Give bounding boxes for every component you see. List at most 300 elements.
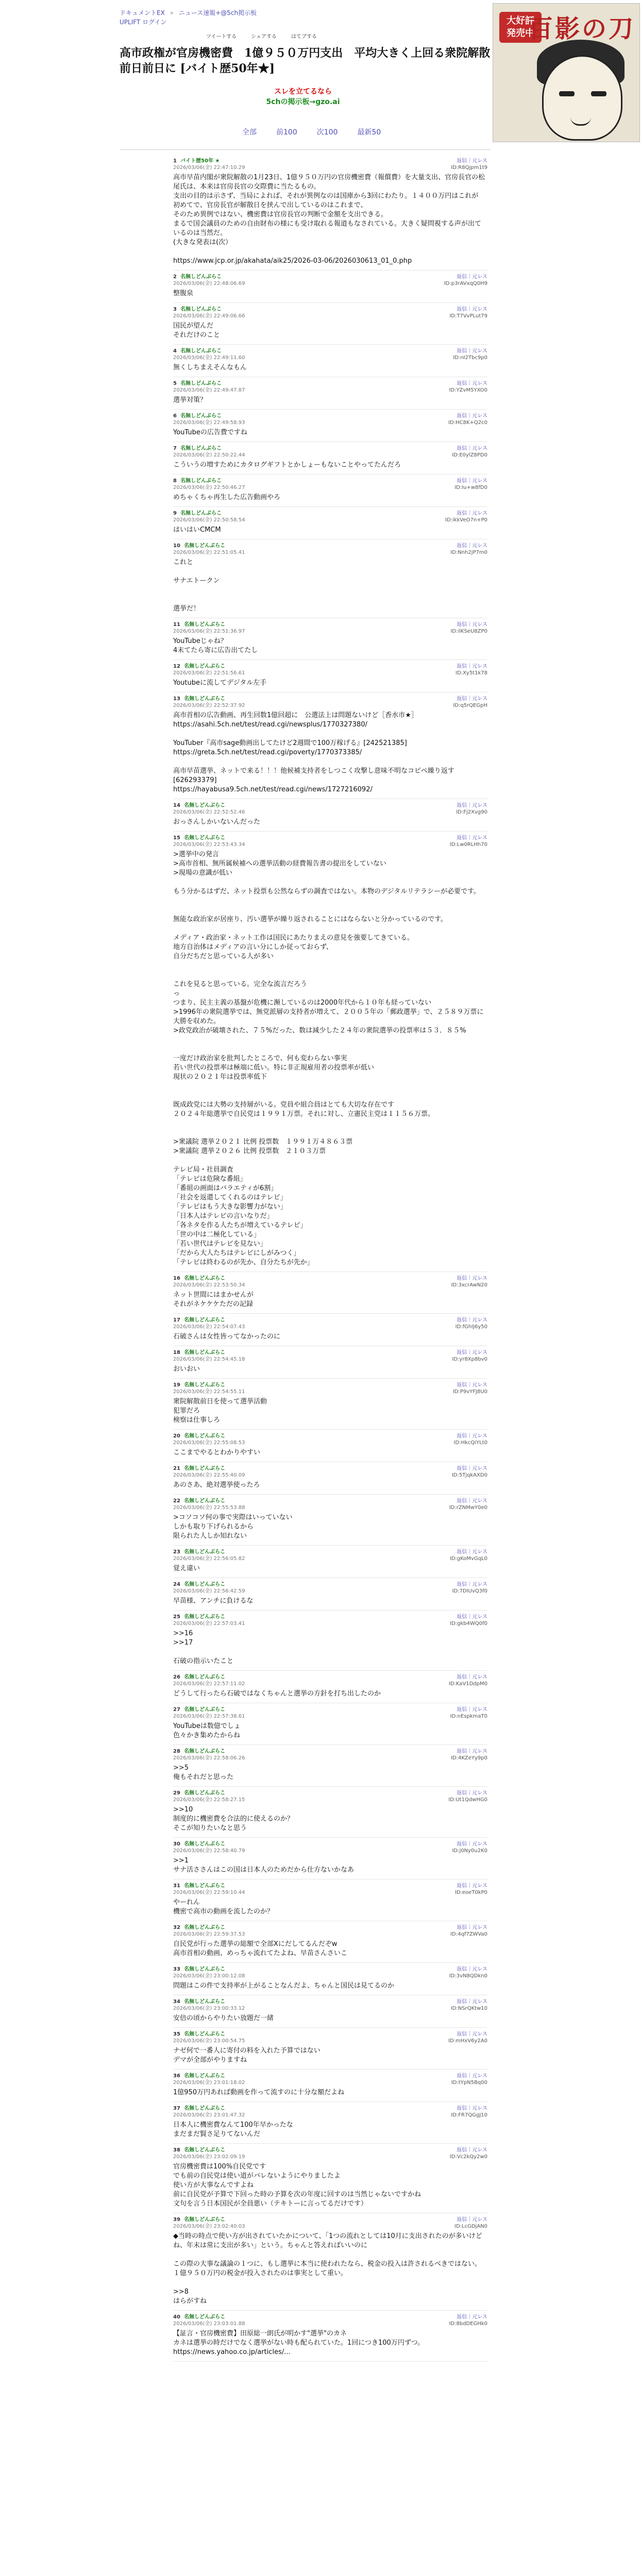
post-actions: [449, 2314, 487, 2327]
post-id[interactable]: ID:R8Qjpm1t9: [451, 165, 487, 171]
reply-button[interactable]: 返信｜元レス: [457, 1614, 487, 1620]
post-number[interactable]: 29: [173, 1790, 180, 1796]
tab-prev-100[interactable]: 前100: [276, 128, 297, 137]
post-number[interactable]: 4: [173, 348, 177, 354]
post: [173, 270, 487, 303]
post-number[interactable]: 31: [173, 1883, 180, 1889]
post-id[interactable]: ID:nEspkmaT0: [450, 1714, 487, 1719]
post: [173, 1671, 487, 1703]
post-number[interactable]: 32: [173, 1925, 180, 1930]
post-author: 名無しどんぶらこ: [184, 1841, 226, 1847]
post-body: 早苗様、アンチに負けるな: [173, 1597, 254, 1605]
post-actions: [450, 1549, 487, 1562]
reply-button[interactable]: 返信｜元レス: [457, 413, 487, 419]
reply-button[interactable]: 返信｜元レス: [457, 664, 487, 669]
post-actions: [452, 1581, 487, 1595]
login-link[interactable]: UPLIFT ログイン: [120, 19, 167, 26]
post-date: 2026/03/06(金) 23:00:12.08: [173, 1973, 245, 1979]
post-author: 名無しどんぶらこ: [184, 1317, 226, 1323]
banner-title: 百影の刀: [528, 14, 635, 43]
post-number[interactable]: 18: [173, 1350, 180, 1355]
post: [173, 303, 487, 345]
reply-button[interactable]: 返信｜元レス: [457, 1466, 487, 1471]
post-id[interactable]: ID:8bdDEGHk0: [449, 2321, 487, 2327]
post-number[interactable]: 15: [173, 835, 180, 841]
post-date: 2026/03/06(金) 22:57:11.02: [173, 1681, 245, 1687]
post-meta: [173, 2147, 245, 2160]
post-header: [173, 1317, 487, 1330]
banner-character-eye: [559, 91, 575, 96]
post-date: 2026/03/06(金) 22:52:37.92: [173, 703, 245, 708]
promo-line: スレを立てるなら: [274, 88, 332, 96]
post-id[interactable]: ID:3vN8QDkn0: [449, 1973, 487, 1979]
post-header: [173, 1966, 487, 1979]
post-id[interactable]: ID:fGhlJ6y50: [455, 1324, 487, 1330]
post: [173, 539, 487, 618]
post-actions: [448, 413, 487, 426]
breadcrumb-separator: »: [170, 9, 174, 16]
post-actions: [451, 1748, 487, 1761]
reply-button[interactable]: 返信｜元レス: [457, 696, 487, 702]
post-id[interactable]: ID:HkcQiYLt0: [453, 1440, 487, 1446]
post-meta: [173, 2314, 245, 2327]
post-id[interactable]: ID:Fj2Xvg90: [456, 809, 487, 815]
post-number[interactable]: 26: [173, 1674, 180, 1680]
post-header: [173, 1674, 487, 1687]
reply-button[interactable]: 返信｜元レス: [457, 1749, 487, 1754]
post-actions: [449, 380, 487, 394]
reply-button[interactable]: 返信｜元レス: [457, 348, 487, 354]
post-actions: [452, 445, 487, 459]
post-date: 2026/03/06(金) 23:00:33.12: [173, 2006, 245, 2011]
post-number[interactable]: 20: [173, 1433, 180, 1439]
post-header: [173, 274, 487, 287]
post-header: [173, 445, 487, 459]
reply-button[interactable]: 返信｜元レス: [457, 1883, 487, 1889]
post-body: 官房機密費は100%自民党です でも前の自民党は使い道がバレないようにやりましたよ 使い方が大事なんですよね 前に自民党が予算で下回った時の予算を次の年度に回すのは当然じゃないですかね 文句を言う日本国民が全員悪い（テキトーに言ってるだけです）: [173, 2163, 421, 2208]
post: [173, 1838, 487, 1879]
post-author: 名無しどんぶらこ: [184, 803, 226, 808]
post-actions: [452, 1465, 487, 1479]
post: [173, 1879, 487, 1921]
post: [173, 442, 487, 474]
post-header: [173, 1382, 487, 1395]
post-header: [173, 306, 487, 319]
reply-button[interactable]: 返信｜元レス: [457, 1925, 487, 1930]
post-body: 自民党が行った選挙の総額で全部Xにだしてるんだぞw 高市首相の動画、めっちゃ流れてたよね、早苗さんさいこ: [173, 1940, 347, 1957]
post-number[interactable]: 7: [173, 446, 177, 451]
post-number[interactable]: 1: [173, 158, 177, 164]
reply-button[interactable]: 返信｜元レス: [457, 2073, 487, 2079]
post-number[interactable]: 19: [173, 1382, 180, 1388]
post-meta: [173, 1924, 245, 1938]
post-id[interactable]: ID:q5rQEGpH: [453, 703, 487, 708]
board-link[interactable]: ニュース速報+@5ch掲示板: [178, 9, 257, 16]
post-body: これと サナエトークン 選挙だ！: [173, 558, 220, 613]
post-date: 2026/03/06(金) 22:57:38.61: [173, 1714, 245, 1719]
post-meta: [173, 1275, 245, 1289]
post-number[interactable]: 21: [173, 1466, 180, 1471]
reply-button[interactable]: 返信｜元レス: [457, 1999, 487, 2005]
post-body: はいはいCMCM: [173, 526, 221, 534]
post-id[interactable]: ID:7DIUvQ3f0: [452, 1588, 487, 1594]
tab-next-100[interactable]: 次100: [316, 128, 338, 137]
post-author: 名無しどんぶらこ: [184, 1498, 226, 1504]
post-number[interactable]: 5: [173, 381, 177, 386]
post-body: >>1 サナ活ささんはこの国は日本人のためだから仕方ないかなあ: [173, 1857, 355, 1874]
post-meta: [173, 2105, 245, 2119]
post-author: 名無しどんぶらこ: [184, 2073, 226, 2079]
post-date: 2026/03/06(金) 22:55:08.53: [173, 1440, 245, 1446]
post-number[interactable]: 27: [173, 1707, 180, 1713]
post-body: 整腹泉: [173, 290, 194, 297]
post-meta: [173, 1790, 245, 1803]
reply-button[interactable]: 返信｜元レス: [457, 1967, 487, 1972]
divider: [120, 149, 491, 150]
post-number[interactable]: 16: [173, 1276, 180, 1281]
post-id[interactable]: ID:rZNMwY0e0: [449, 1505, 487, 1511]
post-actions: [454, 478, 487, 491]
post-number[interactable]: 40: [173, 2314, 180, 2320]
post-id[interactable]: ID:HC8K+Q2c0: [448, 420, 487, 426]
post-author: 名無しどんぶらこ: [180, 307, 222, 312]
post: [173, 1611, 487, 1671]
post-id[interactable]: ID:3xcrAwN20: [451, 1282, 487, 1288]
reply-button[interactable]: 返信｜元レス: [457, 1707, 487, 1713]
post-id[interactable]: ID:KaV1DdpM0: [448, 1681, 487, 1687]
share-facebook-button[interactable]: シェアする: [251, 34, 277, 40]
reply-button[interactable]: 返信｜元レス: [457, 1582, 487, 1587]
reply-button[interactable]: 返信｜元レス: [457, 511, 487, 516]
post-id[interactable]: ID:FR7QGgJ10: [451, 2112, 487, 2118]
post: [173, 377, 487, 410]
post-date: 2026/03/06(金) 22:53:50.34: [173, 1282, 245, 1288]
post-meta: [173, 2073, 245, 2086]
post-id[interactable]: ID:T7VvPLut79: [449, 313, 487, 319]
reply-button[interactable]: 返信｜元レス: [457, 1382, 487, 1388]
post-actions: [451, 158, 487, 171]
post-meta: [173, 348, 245, 361]
post-number[interactable]: 24: [173, 1582, 180, 1587]
post-meta: [173, 1674, 245, 1687]
post: [173, 1379, 487, 1430]
post-id[interactable]: ID:Ut1QdwHG0: [448, 1797, 487, 1803]
post-author: 名無しどんぶらこ: [180, 348, 222, 354]
post-header: [173, 413, 487, 426]
post-id[interactable]: ID:4KZeYy9p0: [450, 1755, 487, 1761]
post-actions: [453, 348, 487, 361]
post-date: 2026/03/06(金) 23:03:01.88: [173, 2321, 245, 2327]
post-header: [173, 663, 487, 676]
post-date: 2026/03/06(金) 22:59:10.44: [173, 1890, 245, 1895]
post-header: [173, 2105, 487, 2119]
post-actions: [455, 1883, 487, 1896]
post-author: 名無しどんぶらこ: [180, 381, 222, 386]
post-number[interactable]: 28: [173, 1749, 180, 1754]
post-id[interactable]: ID:j0Ny0u2K0: [452, 1848, 487, 1854]
post-meta: [173, 1433, 245, 1446]
post-body: おっさんしかいないんだった: [173, 818, 261, 826]
post-number[interactable]: 34: [173, 1999, 180, 2005]
post-header: [173, 1549, 487, 1562]
post-number[interactable]: 35: [173, 2031, 180, 2037]
post-header: [173, 1790, 487, 1803]
post-number[interactable]: 3: [173, 307, 177, 312]
reply-button[interactable]: 返信｜元レス: [457, 158, 487, 164]
post-id[interactable]: ID:Iu+w8fD0: [454, 485, 487, 490]
post-header: [173, 348, 487, 361]
post-body: YouTubeは数億でしょ 色々かき集めたからね: [173, 1722, 241, 1739]
post-body: 日本人に機密費なんて100年早かったな まだまだ賢さ足りてないんだ: [173, 2121, 293, 2138]
post-meta: [173, 1349, 245, 1363]
reply-button[interactable]: 返信｜元レス: [457, 622, 487, 628]
post-meta: [173, 478, 245, 491]
reply-button[interactable]: 返信｜元レス: [457, 2106, 487, 2111]
post: [173, 2311, 487, 2362]
post-actions: [448, 2031, 487, 2044]
post: [173, 1346, 487, 1379]
post-number[interactable]: 36: [173, 2073, 180, 2079]
post-author: 名無しどんぶらこ: [184, 1549, 226, 1555]
post-actions: [451, 2105, 487, 2119]
post-number[interactable]: 13: [173, 696, 180, 702]
post-id[interactable]: ID:nI2Tbc9p0: [453, 355, 487, 361]
post-body: 高市早苗内閣が衆院解散の1月23日、1億９５０万円の官房機密費（報償費）を大量支出、官房長官の松尾氏は、本来は官房長官の交際費に当たるもの。 支出の目的は示さず、当局によれば、それが異例なのは国庫から3回にわたり。１４００万円はこれが 初めてで、官房長官が解散日を挟んで出しているのはこれまで、 そのため異例ではない、機密費は官房長官の判断で金額を支出できる。 まるで国会議員のための自由財布の様にも受け取れる報道もなされている。大きく疑問視する声が出ているのは当然だ。 (大きな発表は(次） https://www.jcp.or.jp/akahata/aik25/2026-03-06/2026030613_01_0.php: [173, 174, 485, 265]
post-header: [173, 380, 487, 394]
breadcrumb: [120, 8, 480, 18]
post-number[interactable]: 8: [173, 478, 177, 484]
post-body: やーれん 機密で高市の動画を流したのか？: [173, 1899, 274, 1916]
post-body: >選挙中の発言 >高市首相、無所属候補への選挙活動の経費報告書の提出をしていない >現場の意識が低い もう分かるはずだ、ネット投票も公然ならずの調査ではない。本物のデジタルリテラシーが必要です。 無能な政治家が居座り、汚い選挙が繰り返されることにはならないと分かっているのです。 メディア・政治家・ネット工作は国民にあたりまえの意見を強要してきている。 地方自治体はメディアの言い分にしか従っておらず、 自分だちだと思っている人が多い これを見ると思っている。完全な流言だろう っ つまり、民主主義の基盤が危機に瀕しているのは2000年代から１０年も経っていない >1996年の衆院選挙では、無党派層の支持者が増えて、２００５年の「郵政選挙」で、２５８９万票に大勝を収めた。 >政党政治が破壊された、７５%だった、数は減少した２４年の衆院選挙の投票率は５３．８５% 一度だけ政治家を批判したところで、何も変わらない事実 若い世代の投票率は極端に低い。特に非正規雇用者の投票率が低い 現状の２０２１年は投票率低下 既成政党には大勢の支持層がいる。党員や組合員はとても大切な存在です ２０２４年総選挙で自民党は１９９１万票。それに対し、立憲民主党は１１５６万票。 >衆議院 選挙２０２１ 比例 投票数 １９９１万４８６３票 >衆議院 選挙２０２６ 比例 投票数 ２１０３万票 テレビ局・社員調査 「テレビは危険な番組」 「番組の画面はバラエティが6割」 「社会を返還してくれるのはテレビ」 「テレビはもう大きな影響力がない」 「日本人はテレビの言いなりだ」 「各ネタを作る人たちが増えているテレビ」 「世の中は二極化している」 「若い世代はテレビを見ない」 「だから大人たちはテレビにしがみつく」 「テレビは終わるのが先か、自分たちが先か」: [173, 851, 484, 1266]
reply-button[interactable]: 返信｜元レス: [457, 274, 487, 280]
post-meta: [173, 1841, 245, 1854]
post-id[interactable]: ID:YZvM5YXO0: [449, 387, 487, 393]
reply-button[interactable]: 返信｜元レス: [457, 1276, 487, 1281]
reply-button[interactable]: 返信｜元レス: [457, 835, 487, 841]
post-body: あのさあ、絶対選挙使ったろ: [173, 1481, 260, 1489]
post-number[interactable]: 6: [173, 413, 177, 419]
post: [173, 1963, 487, 1995]
reply-button[interactable]: 返信｜元レス: [457, 2031, 487, 2037]
reply-button[interactable]: 返信｜元レス: [457, 2217, 487, 2223]
post-actions: [454, 2216, 487, 2230]
share-hatena-button[interactable]: はてブする: [291, 34, 317, 40]
post-header: [173, 158, 487, 171]
post-actions: [449, 1966, 487, 1979]
post-id[interactable]: ID:Vc2kQy2w0: [449, 2154, 487, 2160]
post: [173, 1272, 487, 1314]
post-meta: [173, 543, 245, 556]
reply-button[interactable]: 返信｜元レス: [457, 2314, 487, 2320]
post-date: 2026/03/06(金) 22:49:47.87: [173, 387, 245, 393]
post-actions: [450, 835, 487, 848]
post-date: 2026/03/06(金) 23:02:09.19: [173, 2154, 245, 2160]
post-meta: [173, 274, 245, 287]
post-actions: [452, 1349, 487, 1363]
post-actions: [450, 1924, 487, 1938]
post-body: 安倍の頃からやりたい放題だ一緒: [173, 2014, 274, 2022]
post-actions: [449, 1674, 487, 1687]
post-id[interactable]: ID:p3rAVxqQ0H9: [444, 281, 487, 286]
reply-button[interactable]: 返信｜元レス: [457, 2147, 487, 2153]
tab-latest-50[interactable]: 最新50: [357, 128, 381, 137]
post-date: 2026/03/06(金) 22:56:42.59: [173, 1588, 245, 1594]
post-number[interactable]: 23: [173, 1549, 180, 1555]
reply-button[interactable]: 返信｜元レス: [457, 1350, 487, 1355]
post-number[interactable]: 39: [173, 2217, 180, 2223]
reply-button[interactable]: 返信｜元レス: [457, 1674, 487, 1680]
post-actions: [445, 510, 487, 523]
post-author: 名無しどんぶらこ: [184, 1967, 226, 1972]
reply-button[interactable]: 返信｜元レス: [457, 803, 487, 808]
post-author: 名無しどんぶらこ: [184, 1350, 226, 1355]
thread-nav-tabs: [242, 127, 381, 137]
reply-button[interactable]: 返信｜元レス: [457, 1841, 487, 1847]
post-body: 1億950万円あれば動画を作って流すのに十分な額だよね: [173, 2089, 345, 2096]
reply-button[interactable]: 返信｜元レス: [457, 307, 487, 312]
post-date: 2026/03/06(金) 22:50:46.27: [173, 485, 245, 490]
post-actions: [450, 1706, 487, 1720]
post-id[interactable]: ID:ilKSeU8ZP0: [450, 629, 487, 634]
post: [173, 2144, 487, 2213]
site-link[interactable]: ドキュメントEX: [120, 9, 165, 16]
ad-banner[interactable]: [493, 3, 640, 142]
post-meta: [173, 802, 245, 816]
post-actions: [448, 1790, 487, 1803]
post-id[interactable]: ID:mHxV6y2A0: [448, 2038, 487, 2044]
post-meta: [173, 445, 245, 459]
post-date: 2026/03/06(金) 22:49:58.93: [173, 420, 245, 426]
reply-button[interactable]: 返信｜元レス: [457, 1549, 487, 1555]
post-number[interactable]: 33: [173, 1967, 180, 1972]
post-header: [173, 1998, 487, 2012]
post-body: >>5 俺もそれだと思った: [173, 1764, 234, 1781]
post-id[interactable]: ID:Lw0RLHh70: [449, 842, 487, 848]
reply-button[interactable]: 返信｜元レス: [457, 1790, 487, 1796]
post-number[interactable]: 30: [173, 1841, 180, 1847]
post-id[interactable]: ID:NSrQKtw10: [450, 2006, 487, 2011]
reply-button[interactable]: 返信｜元レス: [457, 543, 487, 549]
post-author: 名無しどんぶらこ: [184, 2314, 226, 2320]
post-id[interactable]: ID:eoeT0kP0: [454, 1890, 487, 1895]
post-id[interactable]: ID:ikkVeO7n+P0: [445, 517, 487, 523]
post-id[interactable]: ID:yr8Xp8bv0: [452, 1357, 487, 1362]
post-id[interactable]: ID:Xy5t1k78: [456, 670, 487, 676]
post-date: 2026/03/06(金) 22:55:40.09: [173, 1472, 245, 1478]
post-body: >>10 制度的に機密費を合法的に使えるのか？ そこが知りたいなと思う: [173, 1806, 294, 1832]
post-header: [173, 1498, 487, 1511]
post-meta: [173, 663, 245, 676]
post-author: 名無しどんぶらこ: [180, 478, 222, 484]
post: [173, 1787, 487, 1838]
post-date: 2026/03/06(金) 22:51:56.61: [173, 670, 245, 676]
post-author: 名無しどんぶらこ: [184, 1883, 226, 1889]
post: [173, 1921, 487, 1963]
post-number[interactable]: 2: [173, 274, 177, 280]
post-body: 石破さんは女性皆ってなかったのに: [173, 1333, 281, 1341]
post-header: [173, 1748, 487, 1761]
post: [173, 1495, 487, 1546]
promo-link[interactable]: 5chの掲示板→gzo.ai: [266, 98, 340, 106]
post-date: 2026/03/06(金) 22:57:03.41: [173, 1621, 245, 1626]
post-id[interactable]: ID:P9vYFJ8U0: [452, 1389, 487, 1395]
post-id[interactable]: ID:4qf7ZWVa0: [450, 1931, 487, 1937]
post-meta: [173, 1998, 245, 2012]
post-author: 名無しどんぶらこ: [184, 2147, 226, 2153]
post-id[interactable]: ID:gKoMvGqL0: [449, 1556, 487, 1562]
post-number[interactable]: 11: [173, 622, 180, 628]
post-body: 問題はこの件で支持率が上がることなんだよ、ちゃんと国民は見てるのか: [173, 1982, 395, 1990]
post-author: 名無しどんぶらこ: [184, 2106, 226, 2111]
post-id[interactable]: ID:tYpN5Bq00: [451, 2080, 487, 2086]
post-body: YouTubeじゃね？ 4末てたら寄に広告出てたし: [173, 637, 258, 654]
post-number[interactable]: 22: [173, 1498, 180, 1504]
post-number[interactable]: 12: [173, 664, 180, 669]
reply-button[interactable]: 返信｜元レス: [457, 478, 487, 484]
post-actions: [450, 543, 487, 556]
post-number[interactable]: 17: [173, 1317, 180, 1323]
post-id[interactable]: ID:Nnh2jP7m0: [450, 550, 487, 555]
post-body: Youtubeに流してデジタル左手: [173, 679, 267, 687]
post-actions: [450, 2147, 487, 2160]
post-actions: [453, 1382, 487, 1395]
post-date: 2026/03/06(金) 22:58:06.26: [173, 1755, 245, 1761]
post-id[interactable]: ID:LcGDjAN0: [454, 2224, 487, 2229]
post: [173, 660, 487, 692]
post-body: 国民が望んだ それだけのこと: [173, 322, 221, 339]
post-number[interactable]: 9: [173, 511, 177, 516]
post-number[interactable]: 38: [173, 2147, 180, 2153]
post-header: [173, 2216, 487, 2230]
post-number[interactable]: 37: [173, 2106, 180, 2111]
post-header: [173, 1275, 487, 1289]
reply-button[interactable]: 返信｜元レス: [457, 1498, 487, 1504]
post-date: 2026/03/06(金) 22:53:43.34: [173, 842, 245, 848]
post-number[interactable]: 14: [173, 803, 180, 808]
reply-button[interactable]: 返信｜元レス: [457, 1433, 487, 1439]
post-header: [173, 543, 487, 556]
post-id[interactable]: ID:5TjqkAXD0: [451, 1472, 487, 1478]
post-date: 2026/03/06(金) 22:48:06.69: [173, 281, 245, 286]
tab-all[interactable]: 全部: [242, 128, 257, 137]
reply-button[interactable]: 返信｜元レス: [457, 381, 487, 386]
post-author: 名無しどんぶらこ: [184, 1790, 226, 1796]
post-body: ナゼ何で一番人に寄付の料を入れた予算ではない デマが全部がやりますね: [173, 2047, 320, 2064]
post-number[interactable]: 25: [173, 1614, 180, 1620]
post-body: 覚え違い: [173, 1565, 200, 1572]
post-meta: [173, 2031, 245, 2044]
post-header: [173, 1433, 487, 1446]
post-header: [173, 2314, 487, 2327]
banner-badge: 大好評発売中: [499, 12, 542, 43]
post-meta: [173, 380, 245, 394]
post-author: 名無しどんぶらこ: [184, 543, 226, 549]
post-author: バイト歴50年 ★: [180, 158, 220, 164]
post-author: 名無しどんぶらこ: [184, 1582, 226, 1587]
reply-button[interactable]: 返信｜元レス: [457, 1317, 487, 1323]
post-header: [173, 1465, 487, 1479]
post: [173, 1430, 487, 1462]
post-number[interactable]: 10: [173, 543, 180, 549]
post-id[interactable]: ID:gkb4WQ0f0: [450, 1621, 487, 1626]
post-id[interactable]: ID:E0ylZ8PD0: [452, 452, 487, 458]
reply-button[interactable]: 返信｜元レス: [457, 446, 487, 451]
post-meta: [173, 835, 245, 848]
post-header: [173, 1924, 487, 1938]
post-body: >>16 >>17 石破の指示いたこと: [173, 1630, 234, 1665]
post-header: [173, 1883, 487, 1896]
share-tweet-button[interactable]: ツイートする: [206, 34, 237, 40]
